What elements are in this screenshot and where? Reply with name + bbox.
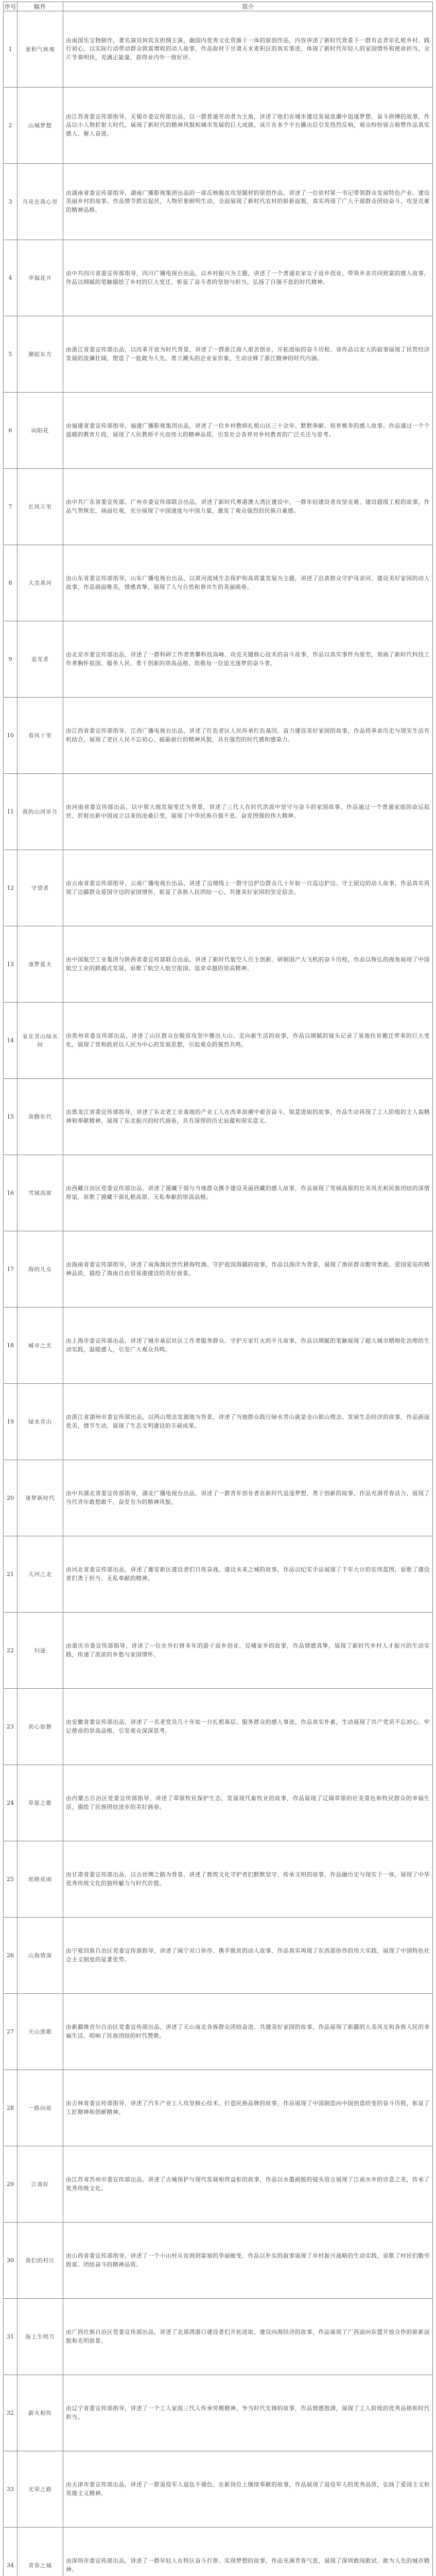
table-row [4, 88, 433, 164]
row-number: 7 [4, 469, 18, 545]
table-row [4, 1536, 433, 1613]
row-number: 19 [4, 1384, 18, 1460]
row-number: 8 [4, 545, 18, 621]
row-intro: 由云南省委宣传部指导，云南广播电视台出品，讲述了边境线上一群守边护边群众几十年如一日巡边护边、守土固边的动人故事，作品真实再现了边疆群众爱国守边的家国情怀，彰显了各族人民团结一心、共建美好家园的坚定信念。 [63, 850, 433, 926]
row-intro: 由湖南省委宣传部指导，湖南广播影视集团出品的一部反映脱贫攻坚题材的原创作品，讲述了一位驻村第一书记带领群众发展特色产业、建设美丽乡村的故事。作品情节跌宕起伏，人物形象鲜明生动，全面展现了新时代农村的崭新面貌，真实再现了广大干部群众团结奋斗、攻坚克难的精神品格。 [63, 164, 433, 240]
row-title: 家在青山绿水间 [18, 1003, 63, 1079]
table-row [4, 1613, 433, 1689]
row-intro: 由南国乐宝物制作，著名演员何宾友担纲主演，融国内优秀文化资源于一体的原创作品，内容讲述了新时代背景下一群有志青年扎根乡村、践行初心，以实际行动带动群众致富增收的动人故事，作品取材于甘肃天水麦积区的真实事迹，体现了新时代年轻人的家国情怀和使命担当，全片节奏明快，充满正能量，获得业内外一致好评。 [63, 11, 433, 88]
row-title: 奔腾年代 [18, 1079, 63, 1155]
row-title: 归途 [18, 1613, 63, 1689]
row-number: 3 [4, 164, 18, 240]
row-number: 9 [4, 621, 18, 698]
table-row [4, 2451, 433, 2528]
row-title: 长风万里 [18, 469, 63, 545]
row-intro: 由山西省委宣传部指导，讲述了一个小山村从贫困到富裕的华丽蜕变，作品以朴实的叙事展现了乡村振兴战略的生动实践，讴歌了村民们勤劳致富、团结奋斗的精神品质。 [63, 2223, 433, 2299]
row-number: 26 [4, 1918, 18, 1994]
header-title: 稿件 [18, 2, 63, 11]
row-number: 2 [4, 88, 18, 164]
row-number: 12 [4, 850, 18, 926]
row-title: 追光者 [18, 621, 63, 698]
row-title: 幸福花开 [18, 240, 63, 316]
row-title: 春风十里 [18, 698, 63, 774]
row-title: 海的儿女 [18, 1231, 63, 1308]
table-row [4, 2299, 433, 2375]
row-number: 4 [4, 240, 18, 316]
table-row [4, 1231, 433, 1308]
table-body [4, 11, 433, 2576]
row-intro: 由河南省委宣传部出品，以中原大地发展变迁为背景，讲述了三代人在时代洪流中坚守与奋斗的家国故事。作品通过一个普通家庭的命运起伏，折射出新中国成立以来的沧桑巨变，展现了中华民族自强不息、奋发图强的伟大精神。 [63, 774, 433, 850]
table-row [4, 164, 433, 240]
row-intro: 由重庆市委宣传部指导，讲述了一位在外打拼多年的游子返乡创业、反哺家乡的故事，作品情感真挚，展现了新时代乡村人才振兴的生动实践，传递了浓浓的乡愁与家国情怀。 [63, 1613, 433, 1689]
row-title: 守望者 [18, 850, 63, 926]
row-intro: 由中国航空工业集团与陕西省委宣传部联合出品，讲述了新时代航空人自主创新、研制国产大飞机的奋斗历程，作品以恢弘的视角展现了中国航空工业的跨越式发展，讴歌了航空人航空报国、追求卓越的崇高精神。 [63, 926, 433, 1003]
row-number: 21 [4, 1536, 18, 1613]
row-intro: 由浙江省委宣传部出品，以改革开放为时代背景，讲述了一群浙江商人艰苦创业、开拓进取的奋斗历程。该作品以宏大的叙事展现了民营经济发展的波澜壮阔，塑造了一批敢为人先、勇立潮头的企业家形象，生动诠释了浙江精神的时代内涵。 [63, 316, 433, 393]
row-intro: 由西藏自治区党委宣传部出品，讲述了援藏干部与当地群众携手建设美丽西藏的感人故事，作品展现了雪域高原的壮美风光和民族团结的深情厚谊，讴歌了援藏干部扎根高原、无私奉献的崇高品格。 [63, 1155, 433, 1231]
row-title: 山海情深 [18, 1918, 63, 1994]
row-number: 23 [4, 1689, 18, 1765]
row-title: 我的山河岁月 [18, 774, 63, 850]
table-row [4, 240, 433, 316]
row-title: 光荣之路 [18, 2451, 63, 2528]
row-intro: 由宁夏回族自治区党委宣传部指导，讲述了闽宁对口协作、携手脱贫的动人故事，作品真实再现了东西部协作的伟大实践，展现了中国特色社会主义制度的显著优势。 [63, 1918, 433, 1994]
row-title: 我们的村庄 [18, 2223, 63, 2299]
table-row [4, 1460, 433, 1536]
row-number: 20 [4, 1460, 18, 1536]
row-number: 34 [4, 2528, 18, 2576]
row-intro: 由江西省委宣传部指导，江西广播电视台出品，讲述了红色老区人民传承红色基因、奋力建设美好家园的故事，作品将革命历史与现实生活有机结合，展现了老区人民不忘初心、砥砺前行的精神风貌，具有强烈的时代感和感染力。 [63, 698, 433, 774]
table-row [4, 2375, 433, 2451]
table-row [4, 1765, 433, 1841]
row-number: 11 [4, 774, 18, 850]
row-title: 丝路花雨 [18, 1841, 63, 1918]
row-intro: 由河北省委宣传部出品，讲述了雄安新区建设者们日夜奋战、建设未来之城的故事，作品以纪实手法展现了千年大计的宏伟蓝图，讴歌了建设者们勇于担当、无私奉献的精神。 [63, 1536, 433, 1613]
row-title: 海上生明月 [18, 2299, 63, 2375]
row-intro: 由中共四川省委宣传部指导，四川广播电视台出品，以乡村振兴为主题，讲述了一个普通农家女子返乡创业、带领乡亲共同致富的感人故事，作品以细腻的笔触描绘了乡村的巨大变迁，彰显了奋斗者的坚韧与担当，弘扬了自强不息的时代精神。 [63, 240, 433, 316]
header-row [4, 2, 433, 11]
row-number: 5 [4, 316, 18, 393]
row-intro: 由广西壮族自治区党委宣传部出品，讲述了北部湾港口建设者们开拓进取、建设向海经济的故事，作品展现了广西面向东盟开放合作的崭新面貌和光明前景。 [63, 2299, 433, 2375]
row-intro: 由海南省委宣传部指导，讲述了南海渔民世代耕海牧渔、守护祖国海疆的故事，作品以海洋为背景，展现了渔民群众勤劳勇敢、爱国爱岛的精神品质，描绘了海南自由贸易港建设的美好前景。 [63, 1231, 433, 1308]
table-row [4, 1155, 433, 1231]
row-title: 草原之歌 [18, 1765, 63, 1841]
table-row [4, 2528, 433, 2576]
table-row [4, 850, 433, 926]
row-number: 25 [4, 1841, 18, 1918]
row-number: 14 [4, 1003, 18, 1079]
row-title: 山城梦想 [18, 88, 63, 164]
row-number: 27 [4, 1994, 18, 2070]
table-row [4, 774, 433, 850]
table-row [4, 1079, 433, 1155]
row-number: 32 [4, 2375, 18, 2451]
row-intro: 由江苏省委宣传部指导，无锡市委宣传部出品，以一群普通劳动者为主角，讲述了他们在城市建设发展浪潮中追逐梦想、奋斗拼搏的故事，作品以小人物折射大时代，展现了新时代的精神风貌和城市发展的巨大成就。该片在多个平台播出后引发热烈反响，观众纷纷留言称赞作品真实感人、催人奋进。 [63, 88, 433, 164]
row-title: 月亮在我心里 [18, 164, 63, 240]
row-title: 青春之城 [18, 2528, 63, 2576]
row-intro: 由北京市委宣传部出品，讲述了一群科研工作者勇攀科技高峰、攻克关键核心技术的奋斗故事，作品以真实事件为原型，刻画了新时代科技工作者胸怀祖国、服务人民、勇于创新的崇高品格，致敬每一位追光逐梦的奋斗者。 [63, 621, 433, 698]
row-intro: 由安徽省委宣传部出品，讲述了一名老党员几十年如一日扎根基层、服务群众的感人事迹，作品真实朴素，生动展现了共产党员不忘初心、牢记使命的崇高品格，引发观众深深思考。 [63, 1689, 433, 1765]
row-number: 13 [4, 926, 18, 1003]
row-title: 向阳花 [18, 393, 63, 469]
header-no: 序号 [4, 3, 16, 10]
table-row [4, 393, 433, 469]
row-title: 江南好 [18, 2146, 63, 2223]
row-title: 绿水青山 [18, 1384, 63, 1460]
row-number: 24 [4, 1765, 18, 1841]
table-row [4, 1918, 433, 1994]
row-number: 10 [4, 698, 18, 774]
row-title: 逐梦新时代 [18, 1460, 63, 1536]
table-row [4, 1994, 433, 2070]
table-row [4, 1003, 433, 1079]
row-intro: 由吉林省委宣传部指导，讲述了汽车产业工人攻坚核心技术、打造民族品牌的故事，作品展现了中国制造向中国创造转变的奋斗历程，彰显了工匠精神和创新精神。 [63, 2070, 433, 2146]
table-row [4, 1841, 433, 1918]
header-intro: 简介 [63, 2, 433, 11]
row-intro: 由天津市委宣传部出品，讲述了一群退役军人退伍不褪色、在新岗位上继续奉献的故事，作品展现了退役军人的优秀品质，弘扬了爱国主义和英雄主义精神。 [63, 2451, 433, 2528]
row-number: 28 [4, 2070, 18, 2146]
row-number: 6 [4, 393, 18, 469]
row-title: 大河之北 [18, 1536, 63, 1613]
table-row [4, 316, 433, 393]
row-title: 初心如磐 [18, 1689, 63, 1765]
row-intro: 由贵州省委宣传部出品，讲述了山区群众在脱贫攻坚中搬出大山、走向新生活的故事，作品以细腻的镜头记录了易地扶贫搬迁带来的巨大变化，展现了党和政府以人民为中心的发展思想，引起观众的强烈共鸣。 [63, 1003, 433, 1079]
row-intro: 由中共湖北省委宣传部指导，湖北广播电视台出品，讲述了一群青年创业者在新时代追逐梦想、勇于创新的故事，作品充满青春活力，展现了当代青年敢想敢干、奋发有为的精神风貌。 [63, 1460, 433, 1536]
table-header [4, 2, 433, 11]
table-row [4, 545, 433, 621]
table-row [4, 2070, 433, 2146]
row-intro: 由新疆维吾尔自治区党委宣传部出品，讲述了天山南北各族群众团结奋进、共建美好家园的故事，作品展现了新疆的大美风光和各族人民的幸福生活，唱响了民族团结的时代赞歌。 [63, 1994, 433, 2070]
row-intro: 由福建省委宣传部指导，福建广播影视集团出品，讲述了一位乡村教师扎根山区三十余年、默默奉献、培育桃李的感人故事。作品通过一个个温暖的教育片段，展现了人民教师平凡而伟大的精神品质，引发社会各界对乡村教育的广泛关注与思考。 [63, 393, 433, 469]
table-row [4, 698, 433, 774]
row-number: 15 [4, 1079, 18, 1155]
row-intro: 由山东省委宣传部指导，山东广播电视台出品，以黄河流域生态保护和高质量发展为主题，讲述了沿黄群众守护母亲河、建设美好家园的动人故事，作品画面唯美，情感真挚，展现了人与自然和谐共生的美丽画卷。 [63, 545, 433, 621]
row-intro: 由内蒙古自治区党委宣传部指导，讲述了草原牧民保护生态、发展现代畜牧业的故事，作品展现了辽阔草原的壮美景色和牧民群众的幸福生活，描绘了民族团结进步的美好画卷。 [63, 1765, 433, 1841]
row-number: 18 [4, 1308, 18, 1384]
table-row [4, 11, 433, 88]
row-intro: 由深圳市委宣传部出品，讲述了一群年轻人在特区奋斗打拼、实现梦想的故事，作品充满青春气息，展现了深圳敢闯敢试、敢为人先的城市精神。 [63, 2528, 433, 2576]
row-title: 一路向前 [18, 2070, 63, 2146]
row-number: 17 [4, 1231, 18, 1308]
row-intro: 由江苏省苏州市委宣传部出品，讲述了古城保护与现代发展相得益彰的故事，作品以水墨画般的镜头语言展现了江南水乡的诗意之美，传承了优秀传统文化。 [63, 2146, 433, 2223]
row-title: 逐梦蓝天 [18, 926, 63, 1003]
row-intro: 由浙江省湖州市委宣传部出品，以两山理念发源地为背景，讲述了当地群众践行绿水青山就是金山银山理念、发展生态经济的故事，作品画面优美，情节生动，展现了生态文明建设的丰硕成果。 [63, 1384, 433, 1460]
table-row [4, 926, 433, 1003]
row-number: 22 [4, 1613, 18, 1689]
row-title: 雪域高原 [18, 1155, 63, 1231]
row-number: 16 [4, 1155, 18, 1231]
table-row [4, 2223, 433, 2299]
table-row [4, 621, 433, 698]
table-row [4, 1689, 433, 1765]
works-table [3, 2, 433, 2576]
table-row [4, 469, 433, 545]
row-title: 麦积气候观 [18, 11, 63, 88]
row-title: 城市之光 [18, 1308, 63, 1384]
row-intro: 由甘肃省委宣传部出品，以古丝绸之路为背景，讲述了敦煌文化守护者们默默坚守、传承文明的故事，作品融历史与现实于一体，展现了中华优秀传统文化的独特魅力与时代价值。 [63, 1841, 433, 1918]
row-number: 29 [4, 2146, 18, 2223]
row-intro: 由辽宁省委宣传部指导，讲述了一个工人家庭三代人传承劳模精神、争当时代先锋的故事，作品情感饱满，展现了工人阶级的优秀品格和时代担当。 [63, 2375, 433, 2451]
table-row [4, 1308, 433, 1384]
row-title: 大美黄河 [18, 545, 63, 621]
row-intro: 由黑龙江省委宣传部指导，讲述了东北老工业基地的产业工人在改革浪潮中艰苦奋斗、锐意进取的故事，作品生动再现了工人阶级的主人翁精神和奉献精神，展现了东北振兴的时代画卷，具有深厚的历史底蕴和现实意义。 [63, 1079, 433, 1155]
row-intro: 由上海市委宣传部出品，讲述了城市基层社区工作者服务群众、守护万家灯火的平凡故事，作品以细腻的笔触展现了超大城市精细化治理的生动实践，温暖感人，引发广大观众共鸣。 [63, 1308, 433, 1384]
row-number: 33 [4, 2451, 18, 2528]
row-intro: 由中共广东省委宣传部、广州市委宣传部联合出品，讲述了新时代粤港澳大湾区建设中，一群年轻建设者攻坚克难、建设超级工程的故事，作品气势恢宏，场面壮观，充分展现了中国速度与中国力量，激发了观众强烈的民族自豪感。 [63, 469, 433, 545]
row-number: 31 [4, 2299, 18, 2375]
row-number: 30 [4, 2223, 18, 2299]
row-title: 潮起东方 [18, 316, 63, 393]
table-row [4, 1384, 433, 1460]
row-title: 薪火相传 [18, 2375, 63, 2451]
row-number: 1 [4, 11, 18, 88]
row-title: 天山放歌 [18, 1994, 63, 2070]
table-row [4, 2146, 433, 2223]
